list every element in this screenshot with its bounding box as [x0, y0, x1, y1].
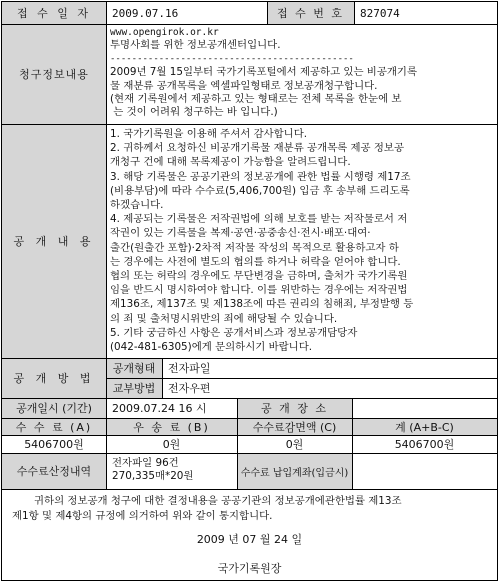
- total-label: 계 (A+B-C): [395, 420, 454, 434]
- reduction-value: 0원: [285, 438, 304, 451]
- notice-date: 2009 년 07 월 24 일: [196, 533, 303, 546]
- disclosure-line: (042-481-6305)에게 문의하시기 바랍니다.: [110, 341, 313, 354]
- request-line: 2009년 7월 15일부터 국가기록포털에서 제공하고 있는 비공개기록: [110, 66, 417, 79]
- place-label: 공 개 장 소: [261, 402, 328, 415]
- form-label: 공개형태: [112, 362, 156, 375]
- receipt-no-label: 접 수 번 호: [277, 7, 344, 20]
- disclosure-line: 협의 또는 허락의 경우에도 무단변경을 금하며, 출처가 국가기록원: [110, 270, 408, 283]
- calc-detail: [112, 457, 236, 487]
- request-divider: ---------------------------------------------: [110, 53, 354, 64]
- request-line: 물 재분류 공개목록을 엑셀파일형태로 정보공개청구합니다.: [110, 79, 378, 92]
- total-value: 5406700원: [394, 438, 455, 451]
- form-value: 전자파일: [168, 362, 211, 375]
- receipt-no: 827074: [360, 6, 400, 20]
- account-value: [358, 453, 493, 489]
- disclosure-line: 제136조, 제137조 및 제138조에 따른 권리의 침해죄, 부정발행 등: [110, 298, 414, 311]
- disclosure-line: 1. 국가기록원을 이용해 주셔서 감사합니다.: [110, 128, 308, 140]
- calc-detail-line: 270,335매*20원: [112, 470, 194, 483]
- disclosure-line: 출간(원출간 포함)·2차적 저작물 작성의 목적으로 활용하고자 하: [110, 241, 399, 254]
- disclosure-line: (비용부담)에 따라 수수료(5,406,700원) 입금 후 송부해 드리도록: [110, 184, 410, 197]
- delivery-label: 교부방법: [112, 382, 156, 395]
- fee-label: 수 수 료 (A): [15, 420, 93, 434]
- fee-value: 5406700원: [24, 438, 84, 451]
- request-label: 청구정보내용: [19, 68, 89, 81]
- reduction-label: 수수료감면액 (C): [252, 420, 337, 434]
- place-value: [358, 398, 493, 418]
- request-content: [110, 26, 495, 122]
- datetime-label: 공개일시 (기간): [16, 402, 92, 415]
- request-line: 투명사회를 위한 정보공개센터입니다.: [110, 39, 281, 52]
- disclosure-line: 의 죄 및 출처명시위반의 죄에 해당될 수 있습니다.: [110, 312, 338, 325]
- disclosure-line: 하겠습니다.: [110, 199, 164, 212]
- method-label: 공 개 방 법: [13, 372, 95, 385]
- disclosure-line: 임을 반드시 명시하여야 합니다. 이를 위반하는 경우에는 저작권법: [110, 284, 408, 297]
- disclosure-line: 4. 제공되는 기록물은 저작권법에 의해 보호를 받는 저작물로서 저: [110, 213, 408, 226]
- disclosure-line: 2. 귀하께서 요청하신 비공개기록물 재분류 공개목록 제공 정보공: [110, 142, 405, 155]
- disclosure-content: [110, 127, 495, 357]
- disclosure-line: 3. 해당 기록물은 공공기관의 정보공개에 관한 법률 시행령 제17조: [110, 170, 411, 183]
- request-line: 는 것이 어려워 청구하는 바 입니다.): [110, 106, 278, 119]
- delivery-value: 전자우편: [168, 382, 211, 395]
- datetime-value: 2009.07.24 16 시: [112, 402, 207, 415]
- disclosure-line: 작권이 있는 기록물을 복제·공연·공중송신·전시·배포·대여·: [110, 227, 371, 240]
- disclosure-label: 공 개 내 용: [13, 235, 95, 248]
- disclosure-notice-form: [1, 1, 498, 581]
- calc-detail-line: 전자파일 96건: [112, 457, 179, 469]
- calc-label: 수수료산정내역: [16, 465, 92, 478]
- disclosure-line: 5. 기타 궁금하신 사항은 공개서비스과 정보공개담당자: [110, 326, 358, 339]
- receipt-date: 2009.07.16: [112, 6, 179, 20]
- notice-issuer: 국가기록원장: [217, 562, 282, 575]
- receipt-date-label: 접 수 일 자: [17, 7, 91, 20]
- notice-line: 제1항 및 제4항의 규정에 의거하여 위와 같이 통지합니다.: [12, 510, 273, 522]
- postage-label: 우 송 료 (B): [133, 420, 210, 434]
- account-label: 수수료 납입계좌(입금시): [240, 467, 349, 479]
- postage-value: 0원: [162, 438, 181, 451]
- notice-line: 귀하의 정보공개 청구에 대한 결정내용을 공공기관의 정보공개에관한법률 제13조: [34, 495, 402, 507]
- disclosure-line: 개청구 건에 대해 목록제공이 가능함을 알려드립니다.: [110, 156, 351, 169]
- disclosure-line: 는 경우에는 사전에 별도의 협의를 하거나 허락을 얻어야 합니다.: [110, 255, 401, 268]
- request-url: www.opengirok.or.kr: [110, 27, 219, 38]
- request-line: (현재 기록원에서 제공하고 있는 형태로는 전체 목록을 한눈에 보: [110, 93, 402, 106]
- notice-body: [12, 494, 492, 526]
